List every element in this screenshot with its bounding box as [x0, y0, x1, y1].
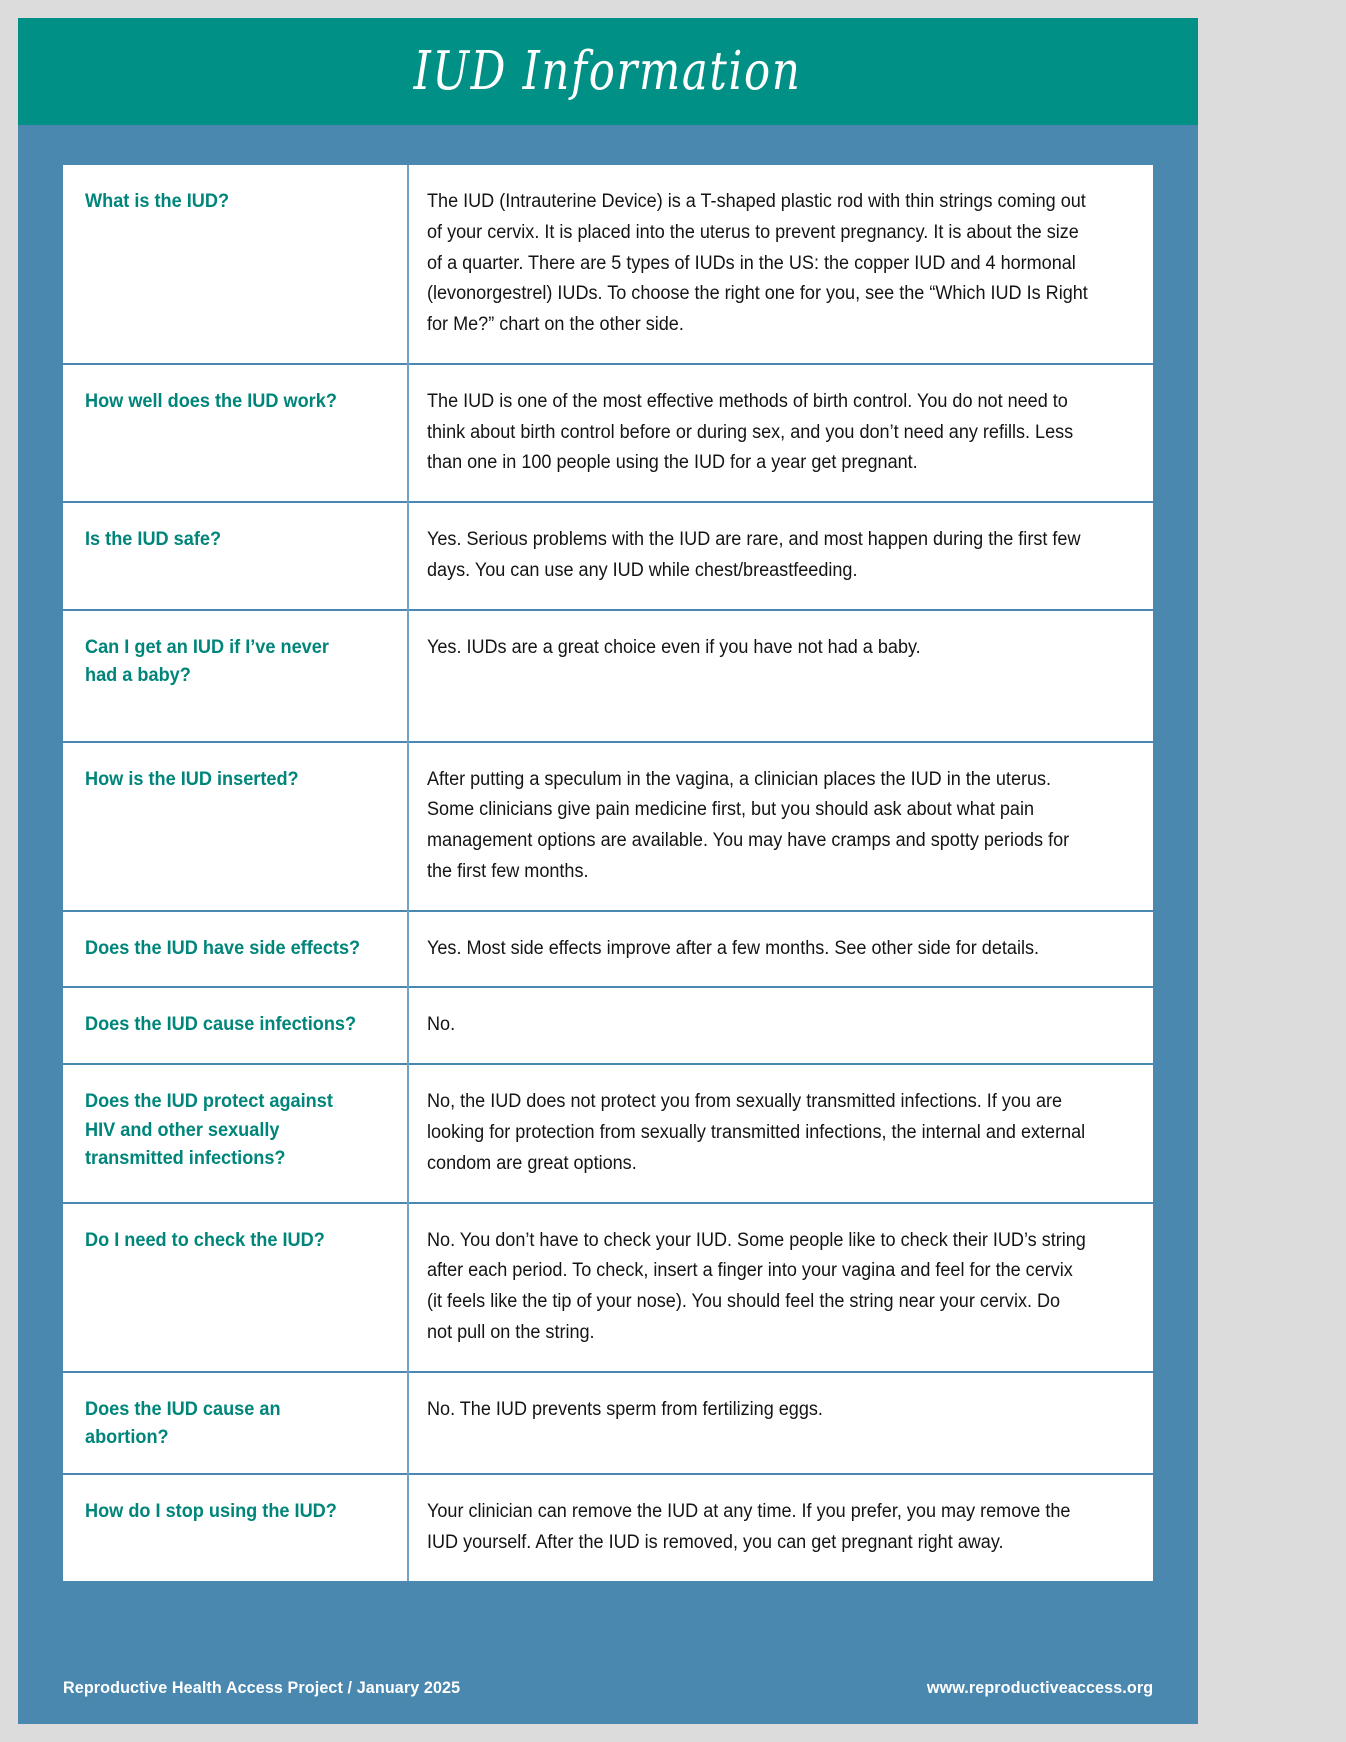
answer-cell — [408, 1372, 1153, 1475]
document-page — [18, 18, 1198, 1724]
answer-cell — [408, 742, 1153, 911]
question-text: Does the IUD cause infections? — [85, 1013, 357, 1036]
question-cell — [63, 364, 408, 502]
table-row — [63, 1203, 1153, 1372]
table-row — [63, 364, 1153, 502]
footer-content — [63, 1678, 1153, 1698]
answer-cell — [408, 502, 1153, 610]
table-row — [63, 165, 1153, 364]
answer-text: Yes. Serious problems with the IUD are rare, and most happen during the first few days. You can use any IUD while chest/breastfeeding. — [427, 529, 1081, 581]
question-text: Is the IUD safe? — [85, 528, 222, 551]
answer-cell — [408, 165, 1153, 364]
question-text: Can I get an IUD if I’ve never had a baby? — [85, 635, 329, 686]
table-row — [63, 742, 1153, 911]
document-header — [18, 18, 1198, 125]
answer-cell — [408, 364, 1153, 502]
table-row — [63, 1474, 1153, 1581]
answer-text: Yes. IUDs are a great choice even if you have not had a baby. — [427, 636, 921, 658]
answer-text: Yes. Most side effects improve after a few months. See other side for details. — [427, 937, 1040, 959]
footer-website[interactable]: www.reproductiveaccess.org — [926, 1678, 1153, 1697]
page-title: IUD Information — [414, 41, 802, 102]
faq-table — [63, 165, 1153, 1581]
document-footer — [18, 1606, 1198, 1724]
answer-text: No. The IUD prevents sperm from fertilizing eggs. — [427, 1398, 823, 1420]
answer-cell — [408, 987, 1153, 1064]
question-text: Do I need to check the IUD? — [85, 1228, 325, 1251]
question-cell — [63, 1474, 408, 1581]
question-text: How do I stop using the IUD? — [85, 1500, 337, 1523]
question-cell — [63, 987, 408, 1064]
question-text: Does the IUD have side effects? — [85, 936, 361, 959]
table-row — [63, 610, 1153, 742]
question-cell — [63, 1372, 408, 1475]
answer-cell — [408, 1064, 1153, 1202]
answer-text: No, the IUD does not protect you from sexually transmitted infections. If you are looking for protection from sexually transmitted infections, the internal and external condom are great options. — [427, 1091, 1086, 1174]
footer-organization: Reproductive Health Access Project / January 2025 — [63, 1678, 461, 1697]
answer-cell — [408, 1474, 1153, 1581]
question-cell — [63, 610, 408, 742]
faq-table-body — [63, 165, 1153, 1581]
table-row — [63, 502, 1153, 610]
table-row — [63, 987, 1153, 1064]
answer-text: The IUD (Intrauterine Device) is a T-shaped plastic rod with thin strings coming out of your cervix. It is placed into the uterus to prevent pregnancy. It is about the size of a quarter. There are 5 types of IUDs in the US: the copper IUD and 4 hormonal (levonorgestrel) IUDs. To choose the right one for you, see the “Which IUD Is Right for Me?” chart on the other side. — [427, 191, 1088, 336]
answer-text: No. — [427, 1014, 456, 1036]
answer-cell — [408, 610, 1153, 742]
answer-text: The IUD is one of the most effective methods of birth control. You do not need to think about birth control before or during sex, and you don’t need any refills. Less than one in 100 people using the IUD for a year get pregnant. — [427, 390, 1074, 474]
table-row — [63, 911, 1153, 988]
question-cell — [63, 165, 408, 364]
question-cell — [63, 1064, 408, 1202]
question-cell — [63, 1203, 408, 1372]
question-text: How well does the IUD work? — [85, 389, 337, 412]
table-row — [63, 1372, 1153, 1475]
question-text: Does the IUD protect against HIV and other sexually transmitted infections? — [85, 1090, 333, 1169]
answer-text: After putting a speculum in the vagina, a clinician places the IUD in the uterus. Some clinicians give pain medicine first, but you should ask about what pain management options are available. You may have cramps and spotty periods for the first few months. — [427, 768, 1070, 882]
question-text: How is the IUD inserted? — [85, 767, 299, 790]
faq-table-container — [63, 165, 1153, 1581]
question-cell — [63, 502, 408, 610]
table-row — [63, 1064, 1153, 1202]
answer-text: No. You don’t have to check your IUD. Some people like to check their IUD’s string after each period. To check, insert a finger into your vagina and feel for the cervix (it feels like the tip of your nose). You should feel the string near your cervix. Do not pull on the string. — [427, 1229, 1086, 1343]
question-text: Does the IUD cause an abortion? — [85, 1397, 281, 1448]
question-text: What is the IUD? — [85, 190, 230, 212]
answer-text: Your clinician can remove the IUD at any time. If you prefer, you may remove the IUD yourself. After the IUD is removed, you can get pregnant right away. — [427, 1501, 1071, 1553]
answer-cell — [408, 1203, 1153, 1372]
question-cell — [63, 742, 408, 911]
answer-cell — [408, 911, 1153, 988]
question-cell — [63, 911, 408, 988]
